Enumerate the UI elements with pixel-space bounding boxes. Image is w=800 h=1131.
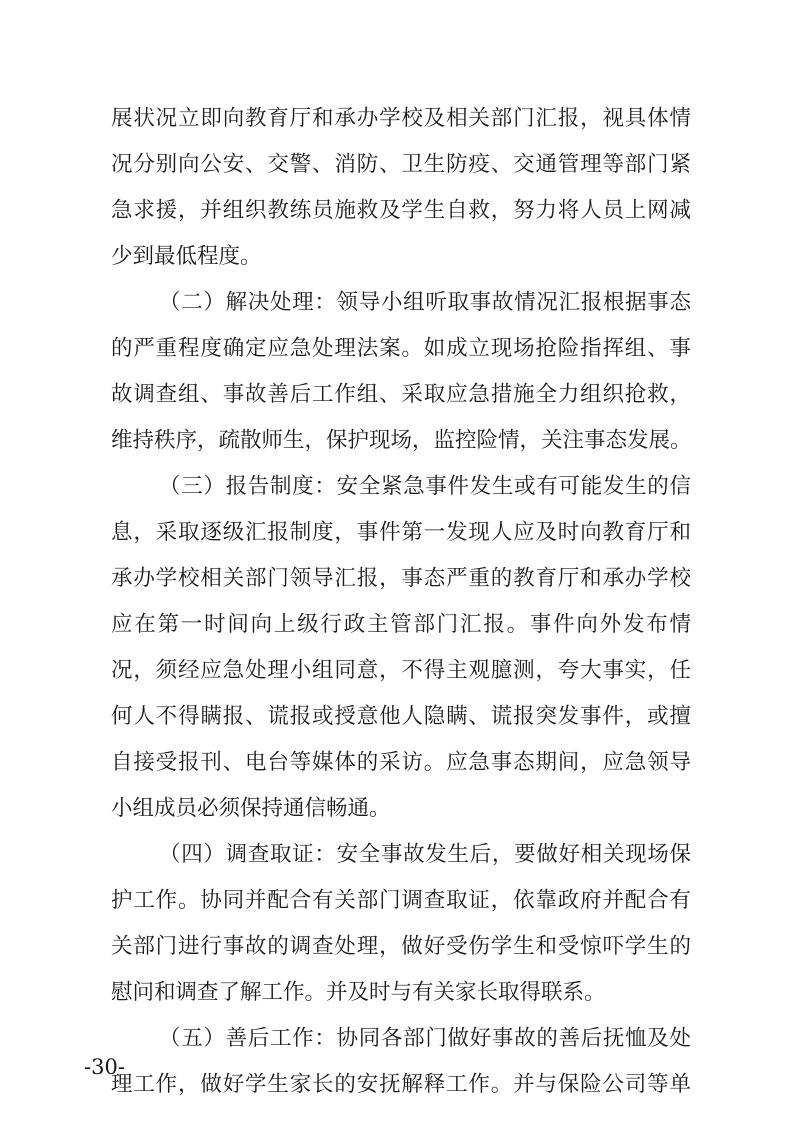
text-line: 承办学校相关部门领导汇报，事态严重的教育厅和承办学校 (111, 566, 691, 591)
text-line: 维持秩序，疏散师生，保护现场，监控险情，关注事态发展。 (111, 428, 692, 453)
text-line: 急求援，并组织教练员施救及学生自救，努力将人员上网减 (111, 198, 691, 223)
paragraph-heading-line: （五）善后工作：协同各部门做好事故的善后抚恤及处 (159, 1026, 691, 1051)
paragraph-heading-line: （二）解决处理：领导小组听取事故情况汇报根据事态 (159, 290, 691, 315)
paragraph-heading-line: （三）报告制度：安全紧急事件发生或有可能发生的信 (159, 474, 691, 499)
text-line: 关部门进行事故的调查处理，做好受伤学生和受惊吓学生的 (111, 934, 691, 959)
text-line: 展状况立即向教育厅和承办学校及相关部门汇报，视具体情 (111, 106, 691, 131)
text-line: 理工作，做好学生家长的安抚解释工作。并与保险公司等单 (111, 1072, 691, 1097)
text-line: 况，须经应急处理小组同意，不得主观臆测，夸大事实，任 (111, 658, 691, 683)
text-line: 护工作。协同并配合有关部门调查取证，依靠政府并配合有 (111, 888, 691, 913)
text-line: 自接受报刊、电台等媒体的采访。应急事态期间，应急领导 (111, 750, 691, 775)
text-line: 何人不得瞒报、谎报或授意他人隐瞒、谎报突发事件，或擅 (111, 704, 691, 729)
text-line: 小组成员必须保持通信畅通。 (111, 796, 391, 821)
page-number: -30- (84, 1055, 125, 1079)
text-line: 少到最低程度。 (111, 244, 262, 269)
text-line: 的严重程度确定应急处理法案。如成立现场抢险指挥组、事 (111, 336, 691, 361)
text-line: 应在第一时间向上级行政主管部门汇报。事件向外发布情 (111, 612, 691, 637)
paragraph-heading-line: （四）调查取证：安全事故发生后，要做好相关现场保 (159, 842, 691, 867)
text-line: 息，采取逐级汇报制度，事件第一发现人应及时向教育厅和 (111, 520, 691, 545)
text-line: 慰问和调查了解工作。并及时与有关家长取得联系。 (111, 980, 606, 1005)
text-line: 况分别向公安、交警、消防、卫生防疫、交通管理等部门紧 (111, 152, 691, 177)
text-line: 故调查组、事故善后工作组、采取应急措施全力组织抢救， (111, 382, 691, 407)
